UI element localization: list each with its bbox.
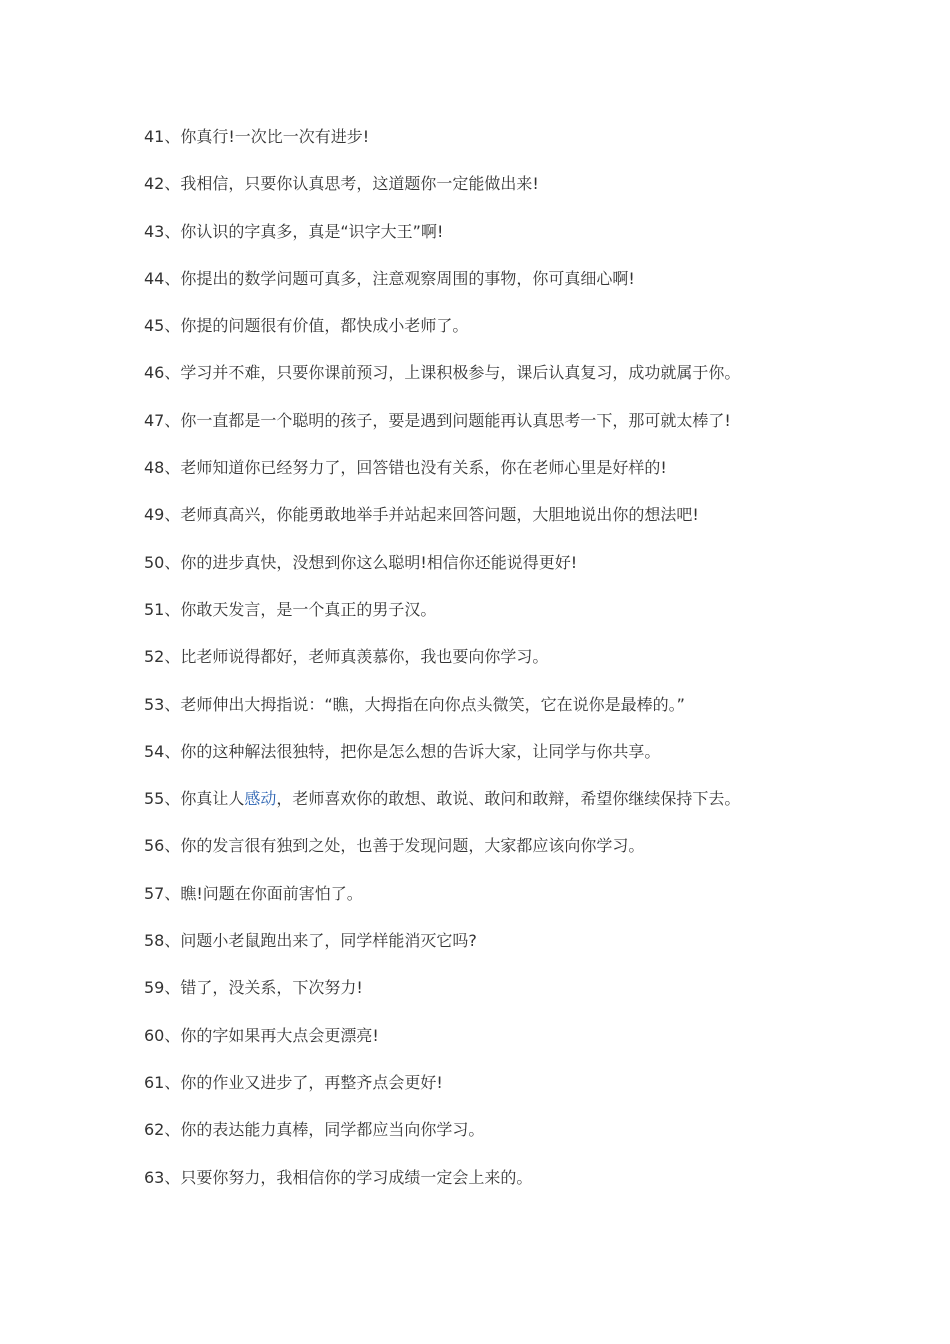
item-number: 48、: [144, 458, 181, 478]
item-text-suffix: ，老师喜欢你的敢想、敢说、敢问和敢辩，希望你继续保持下去。: [276, 789, 741, 809]
item-text: 只要你努力，我相信你的学习成绩一定会上来的。: [180, 1167, 533, 1187]
list-item: [144, 644, 904, 691]
list-item: [144, 1070, 904, 1117]
list-item: [144, 408, 904, 455]
list-item: [144, 502, 904, 549]
item-text: 瞧!问题在你面前害怕了。: [180, 883, 363, 903]
item-number: 56、: [144, 836, 181, 856]
item-number: 49、: [144, 505, 181, 525]
item-number: 44、: [144, 268, 181, 288]
item-text: 你提的问题很有价值，都快成小老师了。: [180, 316, 469, 336]
item-number: 55、: [144, 789, 181, 809]
item-number: 58、: [144, 931, 181, 951]
list-item: [144, 550, 904, 597]
list-item: [144, 171, 904, 218]
list-item: [144, 833, 904, 880]
item-number: 45、: [144, 316, 181, 336]
item-text: 你认识的字真多，真是“识字大王”啊!: [180, 221, 444, 241]
list-item: [144, 928, 904, 975]
item-text-prefix: 你真让人: [180, 789, 245, 809]
list-item: [144, 313, 904, 360]
item-text: 你的进步真快，没想到你这么聪明!相信你还能说得更好!: [180, 552, 578, 572]
item-text: 你的字如果再大点会更漂亮!: [180, 1025, 379, 1045]
list-item: [144, 786, 904, 833]
item-number: 63、: [144, 1167, 181, 1187]
item-number: 51、: [144, 599, 181, 619]
item-text: 你的表达能力真棒，同学都应当向你学习。: [180, 1120, 485, 1140]
list-item: [144, 455, 904, 502]
list-item: [144, 1117, 904, 1164]
item-text: 你的这种解法很独特，把你是怎么想的告诉大家，让同学与你共享。: [180, 741, 661, 761]
list-item: [144, 975, 904, 1022]
keyword-link[interactable]: 感动: [244, 789, 277, 809]
item-text: 比老师说得都好，老师真羡慕你，我也要向你学习。: [180, 647, 549, 667]
list-item: [144, 597, 904, 644]
item-number: 46、: [144, 363, 181, 383]
item-text: 错了，没关系，下次努力!: [180, 978, 363, 998]
list-item: [144, 881, 904, 928]
item-text: 你敢天发言，是一个真正的男子汉。: [180, 599, 437, 619]
item-text: 你真行!一次比一次有进步!: [180, 127, 370, 146]
list-item: [144, 1165, 904, 1212]
item-number: 62、: [144, 1120, 181, 1140]
item-text: 学习并不难，只要你课前预习，上课积极参与，课后认真复习，成功就属于你。: [180, 363, 741, 383]
encouragement-list: [144, 124, 904, 1212]
item-text: 你的作业又进步了，再整齐点会更好!: [180, 1072, 443, 1092]
item-number: 61、: [144, 1072, 181, 1092]
item-text: 你的发言很有独到之处，也善于发现问题，大家都应该向你学习。: [180, 836, 645, 856]
item-text: 我相信，只要你认真思考，这道题你一定能做出来!: [180, 174, 539, 194]
item-number: 60、: [144, 1025, 181, 1045]
item-text: 老师真高兴，你能勇敢地举手并站起来回答问题，大胆地说出你的想法吧!: [180, 505, 699, 525]
item-text: 你一直都是一个聪明的孩子，要是遇到问题能再认真思考一下，那可就太棒了!: [180, 410, 731, 430]
list-item: [144, 219, 904, 266]
item-number: 53、: [144, 694, 181, 714]
item-text: 你提出的数学问题可真多，注意观察周围的事物，你可真细心啊!: [180, 268, 635, 288]
list-item: [144, 739, 904, 786]
item-text: 问题小老鼠跑出来了，同学样能消灭它吗?: [180, 931, 477, 951]
item-number: 57、: [144, 883, 181, 903]
list-item: [144, 124, 904, 171]
list-item: [144, 266, 904, 313]
item-number: 59、: [144, 978, 181, 998]
item-text: 老师伸出大拇指说：“瞧，大拇指在向你点头微笑，它在说你是最棒的。”: [180, 694, 685, 714]
item-number: 47、: [144, 410, 181, 430]
item-number: 43、: [144, 221, 181, 241]
item-number: 50、: [144, 552, 181, 572]
list-item: [144, 692, 904, 739]
list-item: [144, 360, 904, 407]
item-number: 52、: [144, 647, 181, 667]
item-number: 42、: [144, 174, 181, 194]
item-text: 老师知道你已经努力了，回答错也没有关系，你在老师心里是好样的!: [180, 458, 667, 478]
item-number: 54、: [144, 741, 181, 761]
list-item: [144, 1023, 904, 1070]
item-number: 41、: [144, 127, 181, 146]
